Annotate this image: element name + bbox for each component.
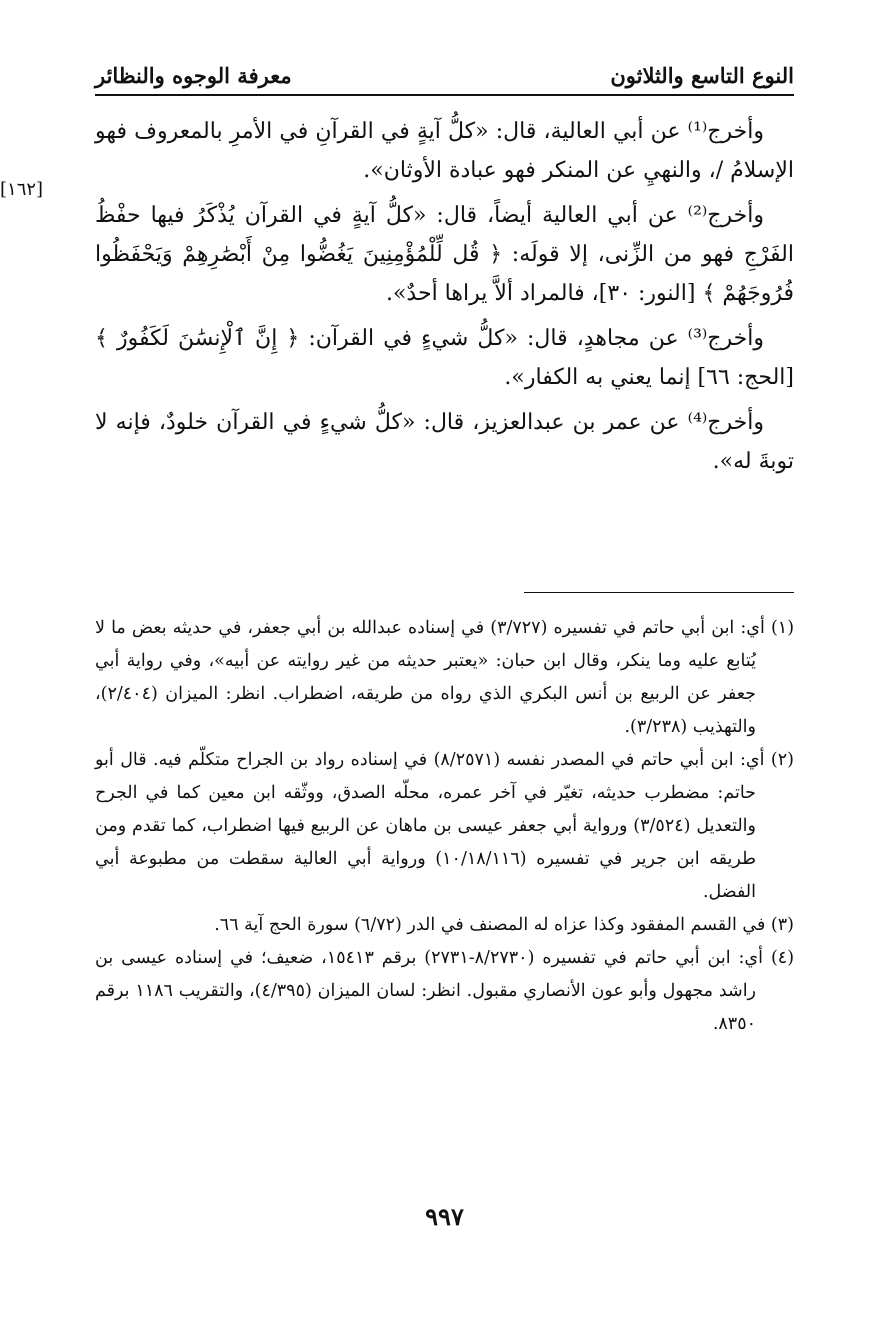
margin-page-reference: [١٦٢] bbox=[0, 179, 44, 200]
section-title: معرفة الوجوه والنظائر bbox=[95, 63, 292, 88]
page-number: ٩٩٧ bbox=[425, 1202, 464, 1231]
main-text bbox=[95, 112, 794, 487]
running-header bbox=[95, 44, 794, 88]
header-divider bbox=[95, 94, 794, 96]
footnote: (٤) أي: ابن أبي حاتم في تفسيره (٨/٢٧٣٠-٢٧٣١) برقم ١٥٤١٣، ضعيف؛ في إسناده عيسى بن راشد مجهول وأبو عون الأنصاري مقبول. انظر: لسان الميزان (٤/٣٩٥)، والتقريب ١١٨٦ برقم ٨٣٥٠. bbox=[95, 948, 795, 1034]
footnote: (٣) في القسم المفقود وكذا عزاه له المصنف في الدر (٦/٧٢) سورة الحج آية ٦٦. bbox=[214, 915, 794, 935]
footnote: (١) أي: ابن أبي حاتم في تفسيره (٣/٧٢٧) في إسناده عبدالله بن أبي جعفر، في حديثه بعض ما لا يُتابع عليه وما ينكر، وقال ابن حبان: «يعتبر حديثه من غير روايته عن أبيه»، وفي رواية أبي جعفر عن الربيع بن أنس البكري الذي رواه من طريقه، اضطراب. انظر: الميزان (٢/٤٠٤)، والتهذيب (٣/٢٣٨). bbox=[95, 618, 795, 737]
footnote: (٢) أي: ابن أبي حاتم في المصدر نفسه (٨/٢٥٧١) في إسناده رواد بن الجراح متكلّم فيه. قال أبو حاتم: مضطرب حديثه، تغيّر في آخر عمره، محلّه الصدق، ووثّقه ابن معين كما في الجرح والتعديل (٣/٥٢٤) ورواية أبي جعفر عيسى بن ماهان عن الربيع فيها اضطراب، كما تقدم ومن طريقه ابن جرير في تفسيره (١٠/١٨/١١٦) ورواية أبي العالية سقطت من مطبوعة أبي الفضل. bbox=[95, 750, 794, 902]
chapter-title: النوع التاسع والثلاثون bbox=[610, 63, 794, 88]
paragraph: وأخرج⁽⁴⁾ عن عمر بن عبدالعزيز، قال: «كلُّ شيءٍ في القرآن خلودٌ، فإنه لا توبةَ له». bbox=[95, 410, 794, 474]
paragraph: وأخرج⁽²⁾ عن أبي العالية أيضاً، قال: «كلُّ آيةٍ في القرآن يُذْكَرُ فيها حفْظُ الفَرْجِ فهو من الزِّنى، إلا قولَه: ﴿ قُل لِّلْمُؤْمِنِينَ يَغُضُّوا مِنْ أَبْصَٰرِهِمْ وَيَحْفَظُوا فُرُوجَهُمْ ﴾ [النور: ٣٠]، فالمراد ألاَّ يراها أحدٌ». bbox=[95, 203, 794, 306]
paragraph: وأخرج⁽³⁾ عن مجاهدٍ، قال: «كلُّ شيءٍ في القرآن: ﴿ إِنَّ ٱلْإِنسَٰنَ لَكَفُورٌ ﴾ [الحج: ٦٦] إنما يعني به الكفار». bbox=[95, 326, 794, 390]
paragraph: وأخرج⁽¹⁾ عن أبي العالية، قال: «كلُّ آيةٍ في القرآنِ في الأمرِ بالمعروف فهو الإسلامُ /، والنهيِ عن المنكر فهو عبادة الأوثان». bbox=[95, 119, 794, 183]
footnotes bbox=[95, 612, 794, 1041]
footnote-divider bbox=[524, 592, 794, 593]
